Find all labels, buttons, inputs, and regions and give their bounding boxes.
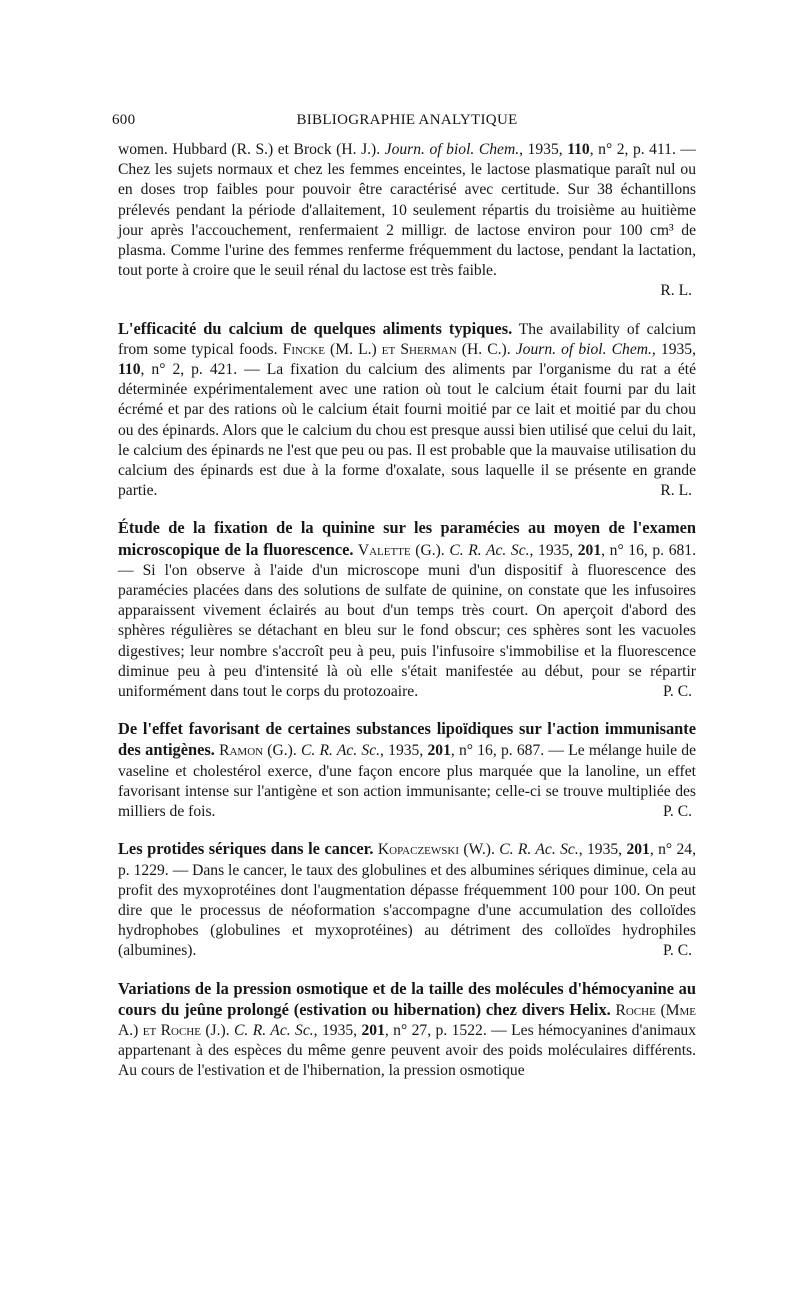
entry-journal: Journ. of biol. Chem. (384, 141, 520, 158)
entry-year: , 1935, (529, 541, 578, 559)
entry-title: L'efficacité du calcium de quelques aliments typiques. (118, 318, 513, 338)
entry-pages: , n° 2, p. 411. (589, 141, 676, 158)
entry-year: , 1935, (651, 340, 696, 358)
entry-body: — Le mélange huile de vaseline et cholestérol exerce, d'une façon encore plus marquée que la lanoline, un effet favorisant intense sur l'antigène et son action immunisante; celle-ci se trouve multipliée des milliers de fois. (118, 742, 697, 821)
entry-authors: Valette (G.). (353, 541, 450, 559)
entry-volume: 201 (427, 742, 451, 760)
entry-signature: R. L. (660, 282, 692, 300)
entry-title: Les protides sériques dans le cancer. (118, 839, 374, 859)
entry-year: , 1935, (519, 141, 568, 158)
entry-volume: 201 (361, 1021, 385, 1039)
entry-signature: P. C. (662, 803, 692, 821)
entry-authors: Roche (Mme A.) et Roche (J.). (118, 1001, 696, 1039)
abstract-entry (118, 518, 696, 702)
entry-authors: women. Hubbard (R. S.) et Brock (H. J.). (118, 141, 381, 158)
entry-signature: P. C. (662, 683, 692, 701)
entry-journal: C. R. Ac. Sc. (499, 841, 579, 859)
abstract-entry (118, 319, 696, 502)
entry-title: Étude de la fixation de la quinine sur les paramécies au moyen de l'examen microscopique de la fluorescence. (118, 518, 696, 559)
entry-translation: The availability of calcium from some typical foods. (118, 320, 696, 358)
entry-body: — Les hémocyanines d'animaux appartenant à des espèces du même genre peuvent avoir des poids moléculaires différents. Au cours de l'estivation et de l'hibernation, la pression osmotique (118, 1021, 696, 1080)
entry-year: , 1935, (313, 1021, 362, 1039)
entry-journal: C. R. Ac. Sc. (234, 1021, 314, 1039)
abstract-entry (118, 140, 696, 302)
entry-volume: 110 (118, 361, 141, 379)
entry-signature: P. C. (662, 942, 692, 960)
entry-authors: Fincke (M. L.) et Sherman (H. C.). (282, 340, 516, 358)
entry-journal: C. R. Ac. Sc. (300, 742, 381, 760)
abstract-entry (118, 839, 696, 961)
abstract-entry (118, 719, 696, 822)
entry-signature: R. L. (660, 482, 692, 500)
entry-volume: 110 (567, 141, 590, 158)
entry-pages: , n° 16, p. 687. (450, 742, 545, 760)
entry-pages: , n° 24, p. 1229. (118, 841, 696, 879)
entry-pages: , n° 16, p. 681. (601, 541, 696, 559)
page (112, 112, 697, 1082)
entry-body: — Chez les sujets normaux et chez les femmes enceintes, le lactose plasmatique paraît nul ou en doses trop faibles pour pouvoir être caractérisé avec certitude. Sur 38 échantillons prélevés pendant la période d'allaitement, 10 seulement répartis du troisième au huitième jour après l'accouchement, renfermaient 2 milligr. de lactose environ pour 100 cm³ de plasma. Comme l'urine des femmes renferme fréquemment du lactose, pendant la lactation, tout porte à croire que le seuil rénal du lactose est très faible. (118, 141, 697, 280)
entry-year: , 1935, (380, 742, 428, 760)
entry-volume: 201 (577, 541, 602, 559)
entry-volume: 201 (626, 841, 650, 859)
entry-body: — Dans le cancer, le taux des globulines et des albumines sériques diminue, cela au profit des myxoprotéines dont l'augmentation dépasse fréquemment 100 pour 100. On peut dire que le processus de néoformation s'accompagne d'une accumulation des colloïdes hydrophobes (globulines et myxoprotéines) au détriment des colloïdes hydrophiles (albumines). (118, 861, 696, 960)
entry-year: , 1935, (578, 841, 627, 859)
entry-journal: C. R. Ac. Sc. (449, 541, 530, 559)
entry-body: — Si l'on observe à l'aide d'un microscope muni d'un dispositif à fluorescence des paramécies placées dans des solutions de sulfate de quinine, on constate que les infusoires apparaissent vivement éclairés au bout d'un temps très court. On aperçoit d'abord des sphères régulières se détachant en bleu sur le fond obscur; ces sphères sont les vacuoles digestives; leur nombre s'accroît peu à peu, puis l'infusoire s'immobilise et la fluorescence diminue peu à peu d'intensité là où elle s'était manifestée au début, pour se répartir uniformément dans tout le corps du protozoaire. (118, 561, 696, 701)
entry-authors: Kopaczewski (W.). (373, 841, 500, 859)
entry-body: — La fixation du calcium des aliments par l'organisme du rat a été déterminée expérimentalement avec une ration où tout le calcium était fourni par du lait écrémé et par des rations où le calcium était fourni moitié par ce lait et moitié par du chou ou des épinards. Alors que le calcium du chou est presque aussi bien utilisé que celui du lait, le calcium des épinards ne l'est que peu ou pas. Il est probable que la mauvaise utilisation du calcium des épinards est due à la forme d'oxalate, sous laquelle il se présente en grande partie. (118, 361, 696, 500)
abstract-entry (118, 979, 696, 1082)
entry-pages: , n° 2, p. 421. (140, 361, 238, 379)
page-number: 600 (112, 112, 136, 128)
running-title: BIBLIOGRAPHIE ANALYTIQUE (296, 112, 518, 128)
entry-title: De l'effet favorisant de certaines substances lipoïdiques sur l'action immunisante des antigènes. (118, 719, 696, 760)
entry-pages: , n° 27, p. 1522. (384, 1021, 487, 1039)
running-head (112, 112, 696, 134)
entry-journal: Journ. of biol. Chem. (515, 340, 652, 358)
entry-authors: Ramon (G.). (214, 742, 301, 760)
entry-title: Variations de la pression osmotique et de la taille des molécules d'hémocyanine au cours du jeûne prolongé (estivation ou hibernation) chez divers Helix. (118, 978, 696, 1019)
